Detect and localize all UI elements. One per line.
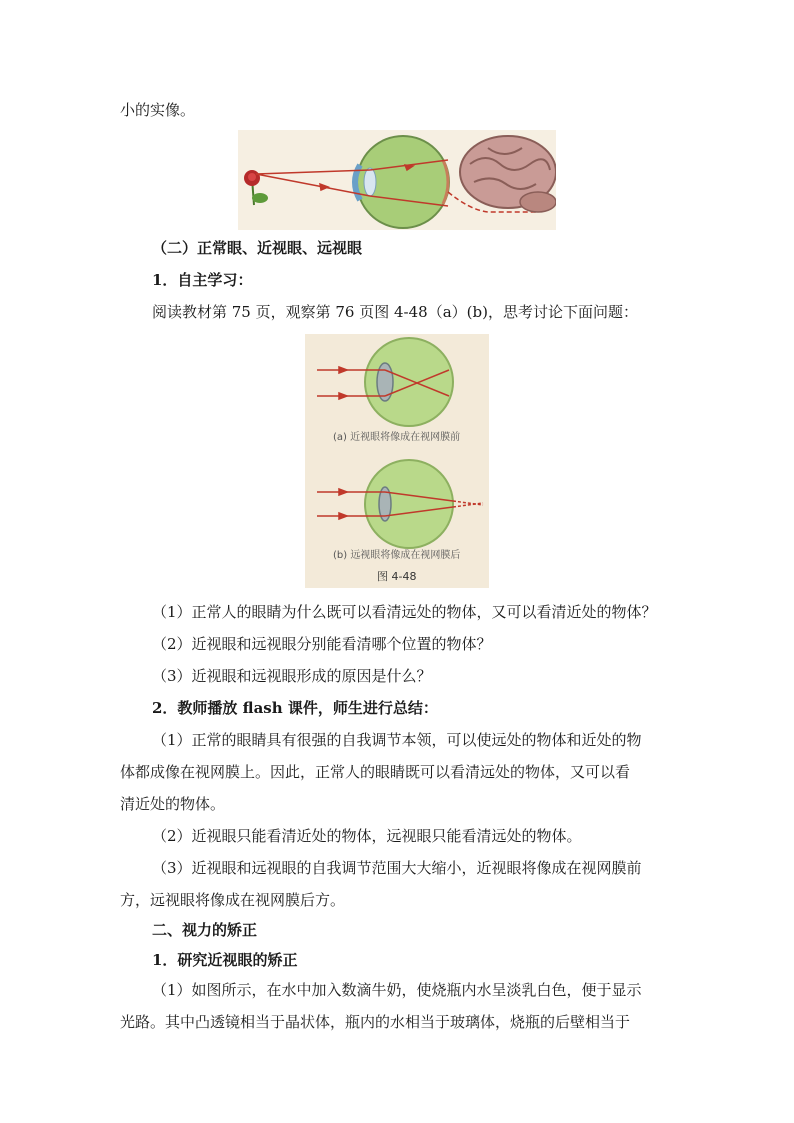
text-line: 阅读教材第 75 页，观察第 76 页图 4-48（a）(b)，思考讨论下面问题： bbox=[152, 303, 638, 321]
text-line: 清近处的物体。 bbox=[120, 795, 226, 813]
section-heading: （二）正常眼、近视眼、远视眼 bbox=[152, 239, 363, 257]
eyeball-icon bbox=[355, 136, 449, 228]
question-1: （1）正常人的眼睛为什么既可以看清远处的物体，又可以看清近处的物体？ bbox=[152, 603, 657, 621]
eye-brain-figure bbox=[238, 130, 556, 230]
subsection-heading: 2．教师播放 flash 课件，师生进行总结： bbox=[152, 699, 438, 717]
section-heading: 二、视力的矫正 bbox=[152, 921, 258, 939]
text-line: （1）如图所示，在水中加入数滴牛奶，使烧瓶内水呈淡乳白色，便于显示 bbox=[152, 981, 642, 999]
caption-a: (a) 近视眼将像成在视网膜前 bbox=[333, 432, 461, 443]
text-line: （3）近视眼和远视眼的自我调节范围大大缩小，近视眼将像成在视网膜前 bbox=[152, 859, 642, 877]
text-line: （1）正常的眼睛具有很强的自我调节本领，可以使远处的物体和近处的物 bbox=[152, 731, 642, 749]
text-line: 光路。其中凸透镜相当于晶状体，瓶内的水相当于玻璃体，烧瓶的后壁相当于 bbox=[120, 1013, 631, 1031]
subsection-heading: 1．自主学习： bbox=[152, 271, 253, 289]
subsection-heading: 1．研究近视眼的矫正 bbox=[152, 951, 298, 969]
text-line: 体都成像在视网膜上。因此，正常人的眼睛既可以看清远处的物体，又可以看 bbox=[120, 763, 631, 781]
text-line: 方，远视眼将像成在视网膜后方。 bbox=[120, 891, 346, 909]
text-line: 小的实像。 bbox=[120, 101, 196, 119]
figure-label: 图 4-48 bbox=[377, 570, 417, 583]
myopia-hyperopia-figure bbox=[305, 334, 489, 588]
caption-b: (b) 远视眼将像成在视网膜后 bbox=[333, 550, 461, 561]
hyperopia-eyeball-icon bbox=[365, 460, 453, 548]
myopia-eyeball-icon bbox=[365, 338, 453, 426]
text-line: （2）近视眼只能看清近处的物体，远视眼只能看清远处的物体。 bbox=[152, 827, 582, 845]
question-3: （3）近视眼和远视眼形成的原因是什么？ bbox=[152, 667, 432, 685]
question-2: （2）近视眼和远视眼分别能看清哪个位置的物体？ bbox=[152, 635, 492, 653]
